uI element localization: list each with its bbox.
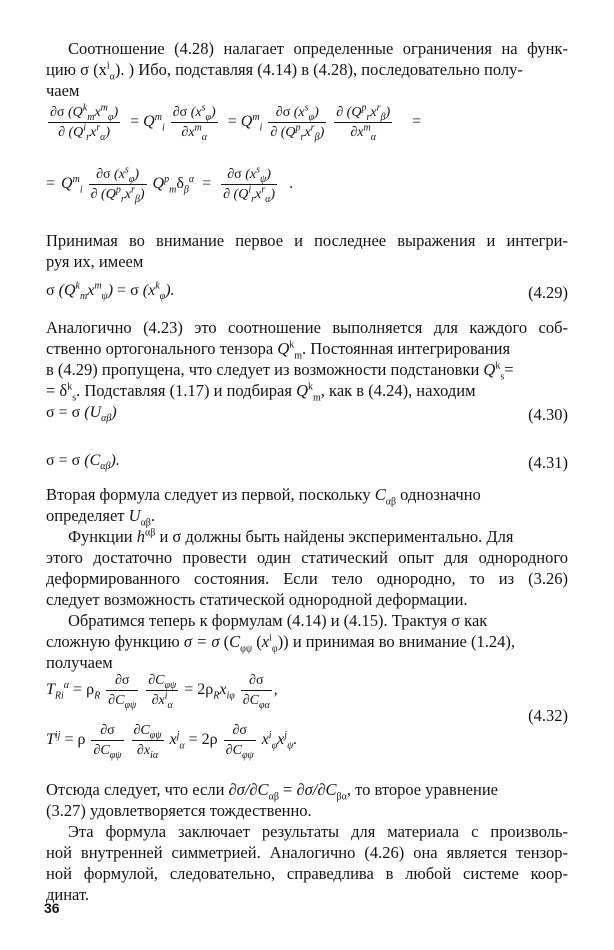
p7-line1: Отсюда следует, что если $\partial\sigma/\partial C_{\alpha\beta} = \partial\sigma/\partial C_{\beta\alpha}$, то второе уравнение	[46, 780, 498, 803]
equation-4-31: σ = σ $(C_{\alpha\beta})$.	[46, 452, 120, 473]
equation-4-29: σ $(Q^k_mx^m_\psi) = \sigma$ $(x^k_\varphi)$.	[46, 280, 175, 303]
p1-line2: цию σ $(x^i_\alpha)$. ) Ибо, подставляя (4.14) в (4.28), последовательно полу-	[46, 60, 523, 83]
equation-4-32-row2: $T^{ij} = \rho$ $\frac{\partial\sigma}{\partial C_{\varphi\psi}}$ $\frac{\partial C_{\varphi\psi}}{\partial x_{i\alpha}}$ $x^j_\alpha = 2\rho$ $\frac{\partial\sigma}{\partial C_{\varphi\psi}}$ $x^i_\varphi x^j_\psi$.	[46, 723, 298, 761]
p3-line1: Аналогично (4.23) это соотношение выполняется для каждого соб-	[46, 318, 568, 337]
equation-chain-row2: = $Q^m_i$ $\frac{\partial\sigma (x^s_\varphi)}{\partial (Q^p_rx^r_\beta)}$ $Q^p_m\delta_\beta^\alpha$ = $\frac{\partial\sigma (x^s_\psi)}{\partial (Q^i_rx^r_\alpha)}$ .	[46, 164, 294, 205]
eq-number-4-29: (4.29)	[528, 283, 568, 302]
eq-number-4-32: (4.32)	[528, 706, 568, 725]
p5-line4: следует возможность статической однородной деформации.	[46, 590, 468, 609]
p3-line2: ственно ортогонального тензора $Q^k_m$. Постоянная интегрирования	[46, 339, 511, 362]
p6-line2: сложную функцию σ = σ ($C_{\varphi\psi}$ $(x^i_\varphi)$) и принимая во внимание (1.24),	[46, 632, 515, 655]
p8-line1: Эта формула заключает результаты для материала с произволь-	[68, 822, 568, 841]
eq-number-4-30: (4.30)	[528, 405, 568, 424]
equation-4-32-row1: $T_{Ri}^\alpha = \rho_R$ $\frac{\partial\sigma}{\partial C_{\varphi\psi}}$ $\frac{\partial C_{\varphi\psi}}{\partial x^i_\alpha}$ = $2\rho_Rx_{i\varphi}$ $\frac{\partial\sigma}{\partial C_{\varphi\alpha}}$ ,	[46, 673, 278, 711]
p1-line3: чаем	[46, 81, 80, 100]
p2-line2: руя их, имеем	[46, 252, 144, 271]
p8-line3: ной формулой, следовательно, справедлива в любой системе коор-	[46, 864, 568, 883]
p8-line4: динат.	[46, 885, 90, 904]
equation-chain-row1: $\frac{\partial\sigma (Q^k_mx^m_\varphi)}{\partial (Q^i_rx^r_\alpha)}$ = $Q^m_i$ $\frac{\partial\sigma (x^s_\varphi)}{\partial x^m_\alpha}$ = $Q^m_i$ $\frac{\partial\sigma (x^s_\varphi)}{\partial (Q^p_rx^r_\beta)}$ $\frac{\partial (Q^p_rx^r_\beta)}{\partial x^m_\alpha}$ =	[50, 102, 422, 143]
p5-line3: деформированного состояния. Если тело однородно, то из (3.26)	[46, 569, 568, 588]
p5-line1: Функции $h^{\alpha\beta}$ и σ должны быть найдены экспериментально. Для	[68, 527, 514, 546]
p6-line1: Обратимся теперь к формулам (4.14) и (4.15). Трактуя σ как	[68, 611, 488, 630]
p7-line2: (3.27) удовлетворяется тождественно.	[46, 801, 312, 820]
p8-line2: ной внутренней симметрией. Аналогично (4.26) она является тензор-	[46, 843, 568, 862]
p3-line4: = $\delta^k_s$. Подставляя (1.17) и подбирая $Q^k_m$, как в (4.24), находим	[46, 381, 476, 404]
p5-line2: этого достаточно провести один статический опыт для однородного	[46, 548, 568, 567]
p3-line3: в (4.29) пропущена, что следует из возможности подстановки $Q^k_s=$	[46, 360, 514, 383]
p2-line1: Принимая во внимание первое и последнее выражения и интегри-	[46, 231, 568, 250]
page-number: 36	[44, 900, 60, 916]
p4-line2: определяет $U_{\alpha\beta}$.	[46, 506, 156, 529]
p6-line3: получаем	[46, 653, 113, 672]
p4-line1: Вторая формула следует из первой, поскольку $C_{\alpha\beta}$ однозначно	[46, 485, 481, 508]
eq-number-4-31: (4.31)	[528, 453, 568, 472]
equation-4-30: σ = σ $(U_{\alpha\beta})$	[46, 404, 117, 425]
p1-line1: Соотношение (4.28) налагает определенные ограничения на функ-	[68, 39, 568, 58]
